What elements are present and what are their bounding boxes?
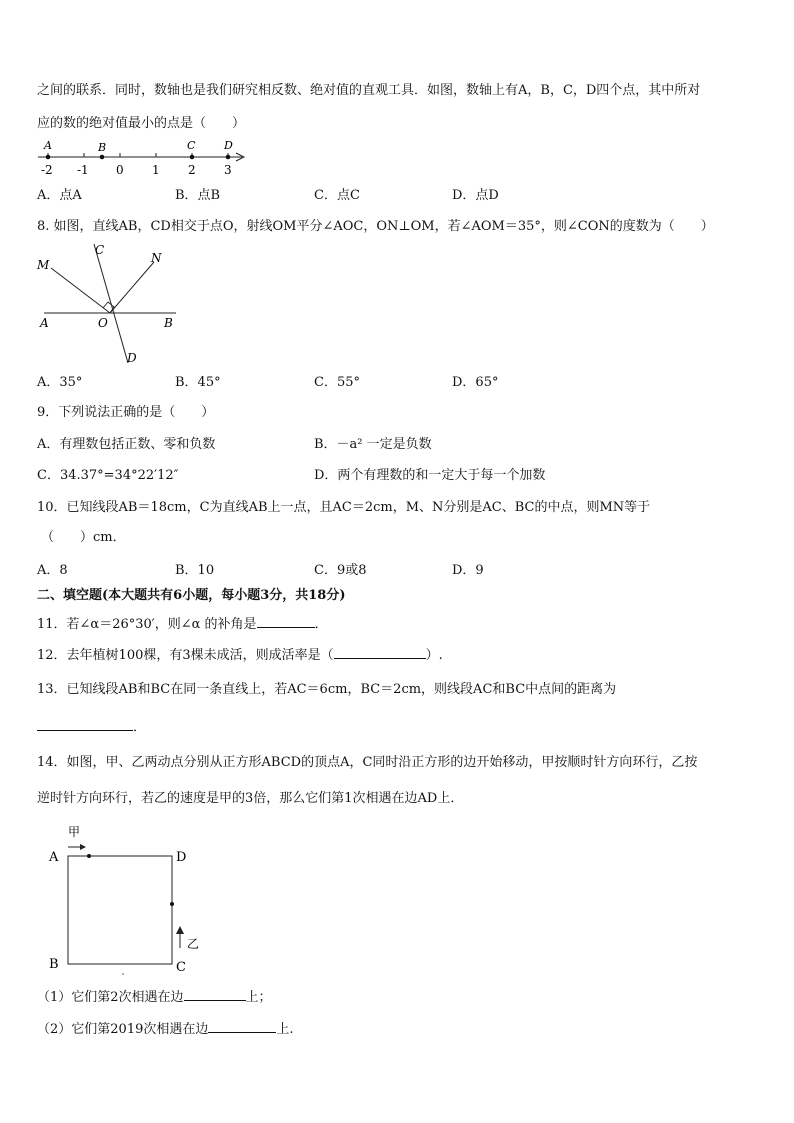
label-b: B xyxy=(98,141,107,154)
ray-on xyxy=(110,262,154,313)
number-line-figure xyxy=(36,136,251,180)
point-b xyxy=(100,155,105,160)
tick-label: -2 xyxy=(41,163,53,177)
label-a: A xyxy=(44,139,52,152)
q8-option-b: B．45° xyxy=(175,375,221,390)
q13-text: 13．已知线段AB和BC在同一条直线上，若AC＝6cm，BC＝2cm，则线段AC和BC中点间的距离为 xyxy=(37,682,617,697)
q10-option-a: A．8 xyxy=(37,563,68,578)
arrow-right-icon xyxy=(80,844,86,850)
square-figure xyxy=(44,820,214,980)
arrow-up-icon xyxy=(176,926,184,934)
q14-line1: 14．如图，甲、乙两动点分别从正方形ABCD的顶点A，C同时沿正方形的边开始移动，甲按顺时针方向环行，乙按 xyxy=(37,755,698,770)
label-d: D xyxy=(224,139,233,152)
tick-label: 3 xyxy=(224,163,232,177)
q13-answer-blank[interactable] xyxy=(37,718,133,731)
q10-option-b: B．10 xyxy=(175,563,215,578)
label-c: C xyxy=(176,960,186,975)
q14-sub1-end: 上； xyxy=(245,990,272,1005)
q8-stem: 8. 如图，直线AB，CD相交于点O，射线OM平分∠AOC，ON⊥OM，若∠AOM＝35°，则∠CON的度数为（ ） xyxy=(37,219,714,234)
q12 xyxy=(37,646,443,664)
q14-sub1-text: （1）它们第2次相遇在边 xyxy=(37,990,184,1005)
q14-sub2 xyxy=(37,1020,294,1038)
q12-text: 12．去年植树100棵，有3棵未成活，则成活率是（ xyxy=(37,648,334,663)
q7-line1: 之间的联系．同时，数轴也是我们研究相反数、绝对值的直观工具．如图，数轴上有A，B，C，D四个点，其中所对 xyxy=(37,83,701,98)
tick-label: -1 xyxy=(77,163,89,177)
label-c: C xyxy=(95,243,105,257)
label-d: D xyxy=(176,850,187,865)
section-heading: 二、填空题(本大题共有6小题，每小题3分，共18分) xyxy=(37,588,346,603)
ticks xyxy=(48,153,228,157)
q14-sub2-answer-blank[interactable] xyxy=(208,1020,276,1033)
q8-option-d: D．65° xyxy=(452,375,499,390)
small-mark xyxy=(122,973,124,975)
q14-sub1-answer-blank[interactable] xyxy=(184,988,246,1001)
q9-option-c: C．34.37°=34°22′12″ xyxy=(37,468,179,483)
q10-stem-2: （ ）cm． xyxy=(41,530,126,545)
q10-stem: 10．已知线段AB＝18cm，C为直线AB上一点，且AC＝2cm，M、N分别是AC、BC的中点，则MN等于 xyxy=(37,500,651,515)
q9-option-d: D．两个有理数的和一定大于每一个加数 xyxy=(314,468,546,483)
label-n: N xyxy=(151,251,162,265)
ray-om xyxy=(51,268,110,313)
q14-line2: 逆时针方向环行，若乙的速度是甲的3倍，那么它们第1次相遇在边AD上． xyxy=(37,791,464,806)
line-cd xyxy=(94,244,128,363)
q7-option-c: C．点C xyxy=(314,188,360,203)
q14-sub2-end: 上. xyxy=(276,1022,294,1037)
label-a: A xyxy=(40,316,49,330)
q13-end: ． xyxy=(133,720,147,735)
q14-sub2-text: （2）它们第2019次相遇在边 xyxy=(37,1022,209,1037)
q7-option-a: A．点A xyxy=(37,188,82,203)
tick-label: 2 xyxy=(188,163,196,177)
q9-stem: 9．下列说法正确的是（ ） xyxy=(37,405,215,420)
q13-answer-line xyxy=(37,718,146,736)
q11-text: 11．若∠α＝26°30′，则∠α 的补角是 xyxy=(37,617,257,632)
q10-option-c: C．9或8 xyxy=(314,563,367,578)
q9-option-a: A．有理数包括正数、零和负数 xyxy=(37,437,216,452)
label-o: O xyxy=(98,316,108,330)
angle-figure xyxy=(36,238,186,368)
label-b: B xyxy=(164,316,173,330)
q8-option-c: C．55° xyxy=(314,375,360,390)
q11-answer-blank[interactable] xyxy=(257,615,315,628)
square-abcd xyxy=(68,856,172,964)
tick-label: 0 xyxy=(116,163,124,177)
q14-sub1 xyxy=(37,988,272,1006)
label-yi: 乙 xyxy=(187,937,200,951)
jia-point xyxy=(87,854,91,858)
point-d xyxy=(226,155,231,160)
q11-end: ． xyxy=(314,617,328,632)
point-c xyxy=(190,155,195,160)
tick-label: 1 xyxy=(152,163,160,177)
q11 xyxy=(37,615,328,633)
label-d: D xyxy=(127,351,137,365)
q9-option-b: B．－a² 一定是负数 xyxy=(314,437,432,452)
q12-end: ）. xyxy=(425,648,443,663)
q7-option-d: D．点D xyxy=(452,188,499,203)
label-c: C xyxy=(187,139,196,152)
label-b: B xyxy=(49,957,59,972)
label-a: A xyxy=(49,850,59,865)
q10-option-d: D．9 xyxy=(452,563,484,578)
label-m: M xyxy=(37,258,50,272)
q8-option-a: A．35° xyxy=(37,375,83,390)
point-a xyxy=(46,155,51,160)
label-jia: 甲 xyxy=(68,825,81,839)
q12-answer-blank[interactable] xyxy=(334,646,426,659)
q7-option-b: B．点B xyxy=(175,188,221,203)
q7-line2: 应的数的绝对值最小的点是（ ） xyxy=(37,116,246,131)
yi-point xyxy=(170,902,174,906)
